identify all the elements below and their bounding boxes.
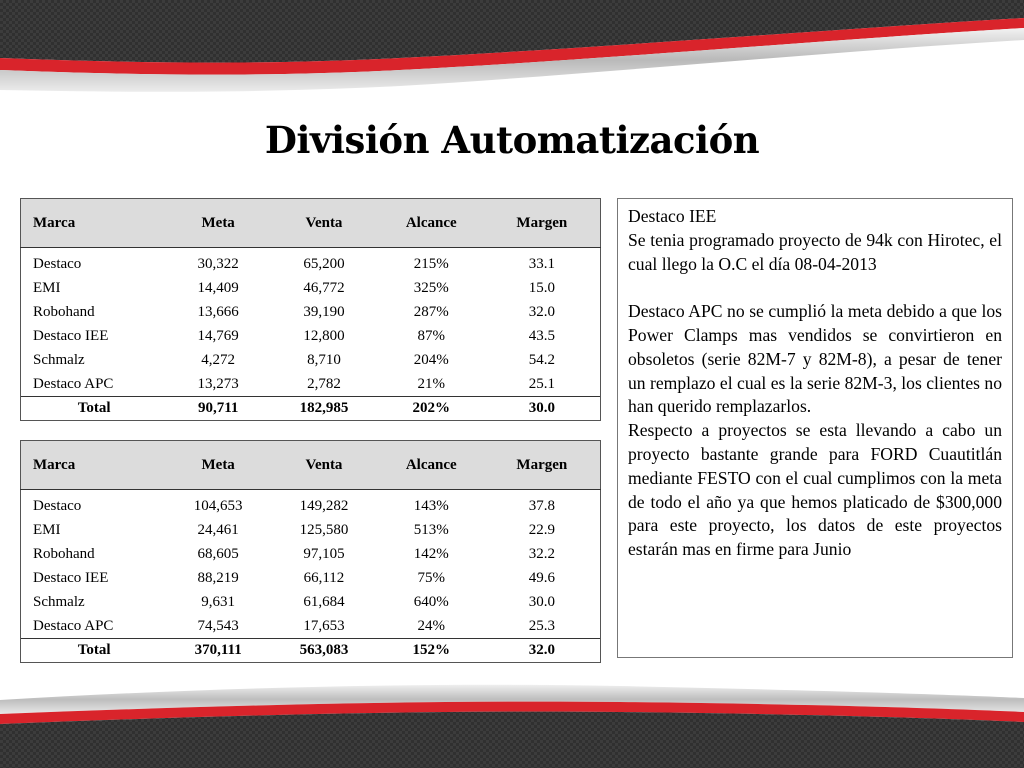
cell-alcance: 143%	[413, 497, 449, 514]
column-header-margen: Margen	[484, 441, 601, 490]
cell-meta: 4,272	[201, 351, 236, 368]
cell-marca: Destaco APC	[33, 375, 114, 392]
cell-alcance: 215%	[413, 255, 449, 272]
cell-meta: 9,631	[201, 593, 236, 610]
cell-alcance: 75%	[417, 569, 446, 586]
cell-meta: 30,322	[197, 255, 239, 272]
table-row	[21, 518, 601, 542]
total-alcance: 202%	[412, 400, 451, 416]
table-row	[21, 348, 601, 372]
notes-paragraph-1: Se tenia programado proyecto de 94k con Hirotec, el cual llego la O.C el día 08-04-2013	[628, 229, 1002, 274]
cell-marca: Destaco IEE	[33, 569, 109, 586]
cell-margen: 15.0	[528, 279, 555, 296]
notes-paragraph-2: Destaco APC no se cumplió la meta debido a que los Power Clamps mas vendidos se convirtieron en obsoletos (serie 82M-7 y 82M-8), a pesar de tener un remplazo el cual es la serie 82M-3, los clientes no han querido remplazarlos.	[628, 301, 1002, 417]
total-label: Total	[77, 400, 111, 416]
cell-marca: Destaco IEE	[33, 327, 109, 344]
cell-marca: Destaco	[33, 497, 82, 514]
cell-venta: 12,800	[303, 327, 345, 344]
cell-meta: 68,605	[197, 545, 239, 562]
table-row	[21, 300, 601, 324]
cell-venta: 2,782	[307, 375, 341, 392]
cell-venta: 125,580	[299, 521, 349, 538]
cell-marca: EMI	[33, 521, 61, 538]
column-header-marca: Marca	[21, 199, 168, 248]
table-row	[21, 566, 601, 590]
total-margen: 32.0	[528, 642, 555, 658]
cell-marca: Schmalz	[33, 593, 85, 610]
column-header-marca: Marca	[21, 441, 168, 490]
cell-margen: 25.3	[528, 617, 555, 634]
cell-venta: 61,684	[303, 593, 345, 610]
cell-venta: 8,710	[307, 351, 341, 368]
cell-venta: 39,190	[303, 303, 345, 320]
slide-title: División Automatización	[264, 118, 760, 162]
cell-marca: Destaco	[33, 255, 82, 272]
cell-alcance: 21%	[417, 375, 446, 392]
cell-meta: 13,666	[197, 303, 239, 320]
table-header-row	[21, 199, 601, 248]
cell-venta: 97,105	[303, 545, 345, 562]
cell-venta: 66,112	[303, 569, 345, 586]
total-margen: 30.0	[528, 400, 555, 416]
column-header-meta: Meta	[167, 441, 269, 490]
cell-margen: 37.8	[528, 497, 555, 514]
total-venta: 563,083	[299, 642, 349, 658]
cell-marca: Robohand	[33, 303, 95, 320]
column-header-margen: Margen	[484, 199, 601, 248]
cell-margen: 54.2	[528, 351, 555, 368]
table-row	[21, 248, 601, 277]
total-alcance: 152%	[412, 642, 451, 658]
cell-margen: 32.0	[528, 303, 555, 320]
total-row	[21, 639, 601, 663]
cell-alcance: 204%	[413, 351, 449, 368]
cell-marca: Robohand	[33, 545, 95, 562]
cell-margen: 49.6	[528, 569, 555, 586]
cell-alcance: 513%	[413, 521, 449, 538]
total-label: Total	[77, 642, 111, 658]
cell-venta: 65,200	[303, 255, 345, 272]
table-header-row	[21, 441, 601, 490]
bottom-decorative-band	[0, 668, 1024, 768]
cell-meta: 14,769	[197, 327, 239, 344]
column-header-venta: Venta	[269, 441, 379, 490]
cell-meta: 14,409	[197, 279, 239, 296]
notes-box	[617, 198, 1013, 658]
cell-venta: 46,772	[303, 279, 345, 296]
cell-margen: 43.5	[528, 327, 555, 344]
cell-marca: Schmalz	[33, 351, 85, 368]
sales-table-1	[20, 198, 601, 421]
cell-marca: Destaco APC	[33, 617, 114, 634]
column-header-venta: Venta	[269, 199, 379, 248]
table-row	[21, 324, 601, 348]
cell-alcance: 325%	[413, 279, 449, 296]
table-row	[21, 276, 601, 300]
cell-marca: EMI	[33, 279, 61, 296]
table-row	[21, 614, 601, 639]
total-meta: 370,111	[194, 642, 242, 658]
cell-margen: 30.0	[528, 593, 555, 610]
column-header-alcance: Alcance	[379, 199, 484, 248]
column-header-alcance: Alcance	[379, 441, 484, 490]
total-meta: 90,711	[197, 400, 239, 416]
cell-alcance: 24%	[417, 617, 446, 634]
notes-heading: Destaco IEE	[628, 206, 717, 226]
table-row	[21, 372, 601, 397]
notes-paragraph-3: Respecto a proyectos se esta llevando a cabo un proyecto bastante grande para FORD Cuautitlán mediante FESTO con el cual cumplimos con la meta de todo el año ya que hemos platicado de $300,000 para este proyecto, los datos de este proyectos estarán mas en firme para Junio	[628, 420, 1002, 560]
cell-meta: 24,461	[197, 521, 239, 538]
top-decorative-band	[0, 0, 1024, 100]
cell-alcance: 87%	[417, 327, 446, 344]
cell-margen: 32.2	[528, 545, 555, 562]
cell-venta: 17,653	[303, 617, 345, 634]
cell-venta: 149,282	[299, 497, 349, 514]
cell-meta: 74,543	[197, 617, 239, 634]
cell-margen: 22.9	[528, 521, 555, 538]
cell-meta: 88,219	[197, 569, 239, 586]
cell-margen: 33.1	[528, 255, 555, 272]
cell-alcance: 142%	[413, 545, 449, 562]
sales-table-2	[20, 440, 601, 663]
column-header-meta: Meta	[167, 199, 269, 248]
table-row	[21, 490, 601, 519]
cell-alcance: 640%	[413, 593, 449, 610]
total-venta: 182,985	[299, 400, 349, 416]
cell-margen: 25.1	[528, 375, 555, 392]
cell-alcance: 287%	[413, 303, 449, 320]
cell-meta: 13,273	[197, 375, 239, 392]
cell-meta: 104,653	[193, 497, 243, 514]
table-row	[21, 542, 601, 566]
table-row	[21, 590, 601, 614]
total-row	[21, 397, 601, 421]
